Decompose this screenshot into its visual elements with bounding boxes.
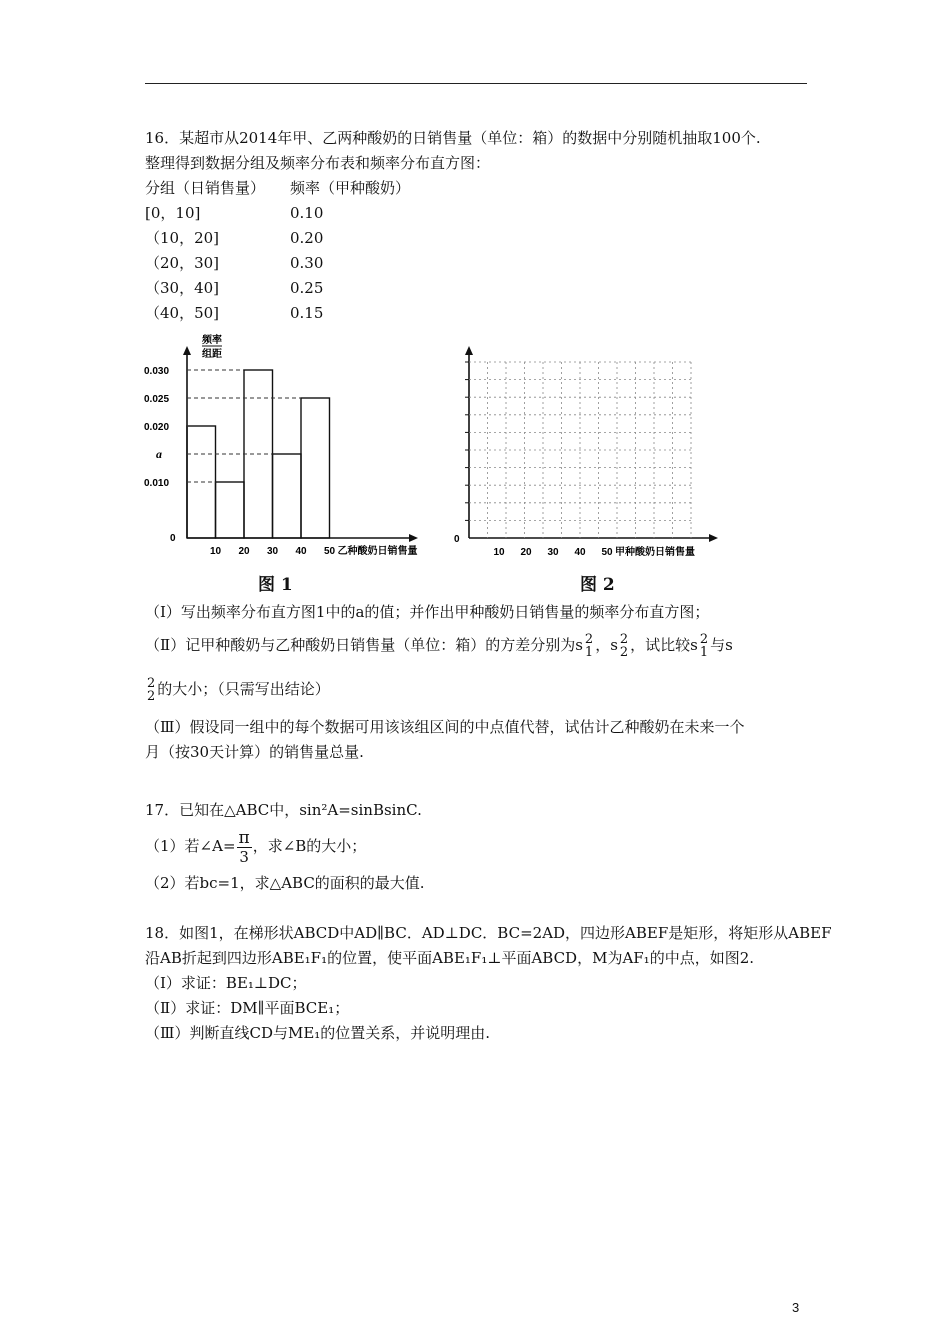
question-18 xyxy=(145,921,832,1046)
table-cell-freq: 0.30 xyxy=(290,254,324,272)
part2-text-b: ，s xyxy=(595,636,618,654)
table-cell-group: [0，10] xyxy=(145,204,201,222)
y-tick-label: a xyxy=(156,447,162,461)
table-row xyxy=(145,301,815,326)
histogram-bar xyxy=(216,482,245,538)
x-axis-label: 乙种酸奶日销售量 xyxy=(337,546,418,557)
y-axis-arrow xyxy=(183,346,191,355)
table-row xyxy=(145,201,815,226)
blank-grid-figure-2 xyxy=(450,340,720,565)
pi-over-3 xyxy=(237,829,252,866)
sub: 1 xyxy=(699,645,709,660)
table-row xyxy=(145,226,815,251)
sup: 2 xyxy=(584,632,594,647)
y-tick-label: 0.030 xyxy=(144,366,170,377)
table-cell-group: （30，40] xyxy=(145,279,220,297)
q17-part2: （2）若bc=1，求△ABC的面积的最大值. xyxy=(145,874,425,892)
table-cell-freq: 0.20 xyxy=(290,229,324,247)
q17-part1-text-b: ，求∠B的大小； xyxy=(252,837,367,855)
x-tick-label: 50 xyxy=(323,546,336,557)
q18-line1: 18．如图1，在梯形状ABCD中AD∥BC．AD⊥DC．BC=2AD，四边形ABEF是矩形，将矩形从ABEF xyxy=(145,924,832,942)
x-tick-label: 20 xyxy=(238,546,250,557)
x-axis-arrow xyxy=(409,534,418,542)
x-tick-label: 40 xyxy=(574,547,586,558)
freq-table-header xyxy=(145,176,815,201)
y-label-denominator: 组距 xyxy=(202,349,222,360)
x-tick-label: 30 xyxy=(547,547,559,558)
origin-label: 0 xyxy=(170,533,176,544)
figure-1-caption: 图 1 xyxy=(258,575,293,595)
q17-line1: 17．已知在△ABC中，sin²A=sinBsinC. xyxy=(145,801,422,819)
variance-s1-compare xyxy=(700,633,708,659)
q16-parts xyxy=(145,597,815,765)
table-header-freq: 频率（甲种酸奶） xyxy=(290,179,411,197)
table-cell-group: （20，30] xyxy=(145,254,220,272)
variance-s2 xyxy=(620,633,628,659)
q16-part2 xyxy=(145,627,815,663)
origin-label: 0 xyxy=(454,534,460,545)
sup: 2 xyxy=(619,632,629,647)
q18-line2: 沿AB折起到四边形ABE₁F₁的位置，使平面ABE₁F₁⊥平面ABCD，M为AF₁的中点，如图2. xyxy=(145,949,755,967)
q16-line1: 16．某超市从2014年甲、乙两种酸奶的日销售量（单位：箱）的数据中分别随机抽取100个. xyxy=(145,129,761,147)
part2-text-d: 与s xyxy=(710,636,733,654)
q16-part2-cont xyxy=(145,669,815,709)
x-axis-label: 甲种酸奶日销售量 xyxy=(615,547,695,558)
table-cell-group: （40，50] xyxy=(145,304,220,322)
q17-part1-text: （1）若∠A= xyxy=(145,837,236,855)
y-tick-label: 0.020 xyxy=(144,422,170,433)
part2-text-e: 的大小；（只需写出结论） xyxy=(157,680,330,698)
x-tick-label: 10 xyxy=(493,547,505,558)
question-16 xyxy=(145,126,815,326)
table-header-group: 分组（日销售量） xyxy=(145,179,266,197)
sub: 1 xyxy=(584,645,594,660)
q18-part2: （Ⅱ）求证：DM∥平面BCE₁； xyxy=(145,999,350,1017)
histogram-bar xyxy=(301,398,330,538)
sup: 2 xyxy=(699,632,709,647)
x-tick-label: 50 xyxy=(601,547,613,558)
histogram-bar xyxy=(273,454,302,538)
histogram-figure-1 xyxy=(140,330,450,565)
y-tick-label: 0.010 xyxy=(144,478,170,489)
variance-s2-compare xyxy=(147,677,155,703)
sub: 2 xyxy=(147,689,156,704)
x-tick-label: 20 xyxy=(520,547,532,558)
part2-text-c: ，试比较s xyxy=(630,636,698,654)
y-axis-arrow xyxy=(465,346,473,355)
table-row xyxy=(145,276,815,301)
q18-part3: （Ⅲ）判断直线CD与ME₁的位置关系，并说明理由. xyxy=(145,1024,491,1042)
sup: 2 xyxy=(147,676,156,691)
table-cell-freq: 0.15 xyxy=(290,304,324,322)
numerator: π xyxy=(238,827,250,848)
table-cell-freq: 0.10 xyxy=(290,204,324,222)
question-17 xyxy=(145,798,815,896)
part2-text-a: （Ⅱ）记甲种酸奶与乙种酸奶日销售量（单位：箱）的方差分别为s xyxy=(145,636,583,654)
sub: 2 xyxy=(619,645,629,660)
table-cell-group: （10，20] xyxy=(145,229,220,247)
table-cell-freq: 0.25 xyxy=(290,279,324,297)
q16-part3-line2: 月（按30天计算）的销售量总量. xyxy=(145,743,364,761)
x-tick-label: 10 xyxy=(209,546,222,557)
q16-part1: （Ⅰ）写出频率分布直方图1中的a的值；并作出甲种酸奶日销售量的频率分布直方图； xyxy=(145,603,710,621)
page-number: 3 xyxy=(792,1300,800,1315)
x-axis-arrow xyxy=(709,534,718,542)
q17-part1 xyxy=(145,825,815,867)
y-label-numerator: 频率 xyxy=(202,335,222,346)
q18-part1: （Ⅰ）求证：BE₁⊥DC； xyxy=(145,974,307,992)
q16-line2: 整理得到数据分组及频率分布表和频率分布直方图： xyxy=(145,154,491,172)
variance-s1 xyxy=(585,633,593,659)
header-rule xyxy=(145,83,807,84)
table-row xyxy=(145,251,815,276)
x-tick-label: 30 xyxy=(266,546,279,557)
y-tick-label: 0.025 xyxy=(144,394,170,405)
denominator: 3 xyxy=(239,847,249,866)
figure-2-caption: 图 2 xyxy=(580,575,615,595)
q16-part3-line1: （Ⅲ）假设同一组中的每个数据可用该该组区间的中点值代替，试估计乙种酸奶在未来一个 xyxy=(145,718,745,736)
x-tick-label: 40 xyxy=(295,546,307,557)
